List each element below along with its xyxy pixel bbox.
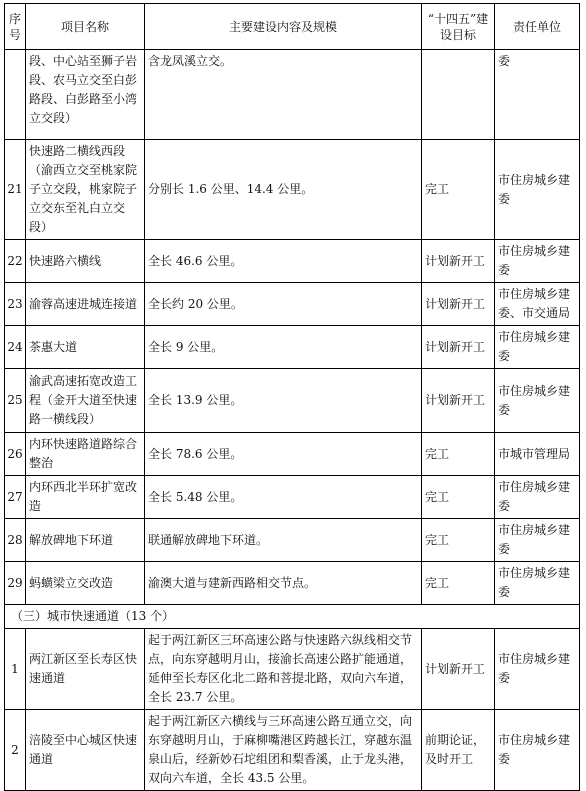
row-target: 完工 xyxy=(422,562,495,605)
row-unit: 市住房城乡建委 xyxy=(495,326,580,369)
row-content: 全长 5.48 公里。 xyxy=(145,476,422,519)
row-target: 计划新开工 xyxy=(422,326,495,369)
row-unit: 市住房城乡建委 xyxy=(495,710,580,791)
table-row xyxy=(5,326,580,369)
row-unit: 市住房城乡建委 xyxy=(495,562,580,605)
row-content: 全长 13.9 公里。 xyxy=(145,369,422,433)
row-seq: 24 xyxy=(5,326,26,369)
row-name: 内环西北半环扩宽改造 xyxy=(26,476,145,519)
table-row xyxy=(5,476,580,519)
row-target: 计划新开工 xyxy=(422,369,495,433)
row-target: 完工 xyxy=(422,476,495,519)
row-unit: 市住房城乡建委 xyxy=(495,476,580,519)
row-target: 前期论证，及时开工 xyxy=(422,710,495,791)
row-name: 快速路六横线 xyxy=(26,240,145,283)
row-target xyxy=(422,50,495,140)
header-seq: 序号 xyxy=(5,4,26,50)
table-row xyxy=(5,283,580,326)
row-content: 全长 78.6 公里。 xyxy=(145,433,422,476)
row-seq xyxy=(5,50,26,140)
row-seq: 21 xyxy=(5,140,26,240)
row-name: 涪陵至中心城区快速通道 xyxy=(26,710,145,791)
section-row xyxy=(5,605,580,629)
table-row xyxy=(5,433,580,476)
row-target: 计划新开工 xyxy=(422,629,495,710)
row-seq: 27 xyxy=(5,476,26,519)
row-name: 蚂蟥梁立交改造 xyxy=(26,562,145,605)
row-content: 全长 9 公里。 xyxy=(145,326,422,369)
row-name: 快速路二横线西段（渝西立交至桃家院子立交段，桃家院子立交东至礼白立交段） xyxy=(26,140,145,240)
table-row xyxy=(5,50,580,140)
row-seq: 25 xyxy=(5,369,26,433)
table-row xyxy=(5,140,580,240)
row-content: 联通解放碑地下环道。 xyxy=(145,519,422,562)
row-target: 完工 xyxy=(422,519,495,562)
row-content: 起于两江新区三环高速公路与快速路六纵线相交节点，向东穿越明月山，接渝长高速公路扩能通道，延伸至长寿区化北二路和菩提北路，双向六车道，全长 23.7 公里。 xyxy=(145,629,422,710)
row-content: 全长 46.6 公里。 xyxy=(145,240,422,283)
row-content: 起于两江新区六横线与三环高速公路互通立交，向东穿越明月山，于麻柳嘴港区跨越长江，穿越东温泉山后，经新妙石坨组团和梨香溪，止于龙头港，双向六车道，全长 43.5 公里。 xyxy=(145,710,422,791)
row-content: 全长约 20 公里。 xyxy=(145,283,422,326)
header-name: 项目名称 xyxy=(26,4,145,50)
project-table xyxy=(4,3,580,791)
row-seq: 26 xyxy=(5,433,26,476)
row-seq: 1 xyxy=(5,629,26,710)
row-name: 解放碑地下环道 xyxy=(26,519,145,562)
row-target: 计划新开工 xyxy=(422,283,495,326)
table-row xyxy=(5,562,580,605)
row-unit: 市住房城乡建委 xyxy=(495,369,580,433)
header-target: “十四五”建设目标 xyxy=(422,4,495,50)
row-unit: 市城市管理局 xyxy=(495,433,580,476)
header-unit: 责任单位 xyxy=(495,4,580,50)
row-name: 段、中心站至狮子岩段、农马立交至白彭路段、白彭路至小湾立交段） xyxy=(26,50,145,140)
row-name: 渝武高速拓宽改造工程（金开大道至快速路一横线段） xyxy=(26,369,145,433)
row-content: 渝澳大道与建新西路相交节点。 xyxy=(145,562,422,605)
row-name: 两江新区至长寿区快速通道 xyxy=(26,629,145,710)
table-row xyxy=(5,710,580,791)
row-seq: 22 xyxy=(5,240,26,283)
row-seq: 28 xyxy=(5,519,26,562)
row-content: 分别长 1.6 公里、14.4 公里。 xyxy=(145,140,422,240)
row-unit: 市住房城乡建委、市交通局 xyxy=(495,283,580,326)
table-row xyxy=(5,519,580,562)
row-content: 含龙凤溪立交。 xyxy=(145,50,422,140)
header-content: 主要建设内容及规模 xyxy=(145,4,422,50)
table-row xyxy=(5,369,580,433)
table-row xyxy=(5,240,580,283)
row-seq: 29 xyxy=(5,562,26,605)
table-header-row xyxy=(5,4,580,50)
row-unit: 市住房城乡建委 xyxy=(495,240,580,283)
row-name: 内环快速路道路综合整治 xyxy=(26,433,145,476)
row-unit: 市住房城乡建委 xyxy=(495,629,580,710)
table-row xyxy=(5,629,580,710)
row-unit: 市住房城乡建委 xyxy=(495,519,580,562)
row-name: 渝蓉高速进城连接道 xyxy=(26,283,145,326)
row-target: 完工 xyxy=(422,433,495,476)
row-seq: 2 xyxy=(5,710,26,791)
row-unit: 市住房城乡建委 xyxy=(495,140,580,240)
row-unit: 委 xyxy=(495,50,580,140)
row-target: 完工 xyxy=(422,140,495,240)
row-target: 计划新开工 xyxy=(422,240,495,283)
row-seq: 23 xyxy=(5,283,26,326)
section-title: （三）城市快速通道（13 个） xyxy=(5,605,580,629)
row-name: 茶惠大道 xyxy=(26,326,145,369)
